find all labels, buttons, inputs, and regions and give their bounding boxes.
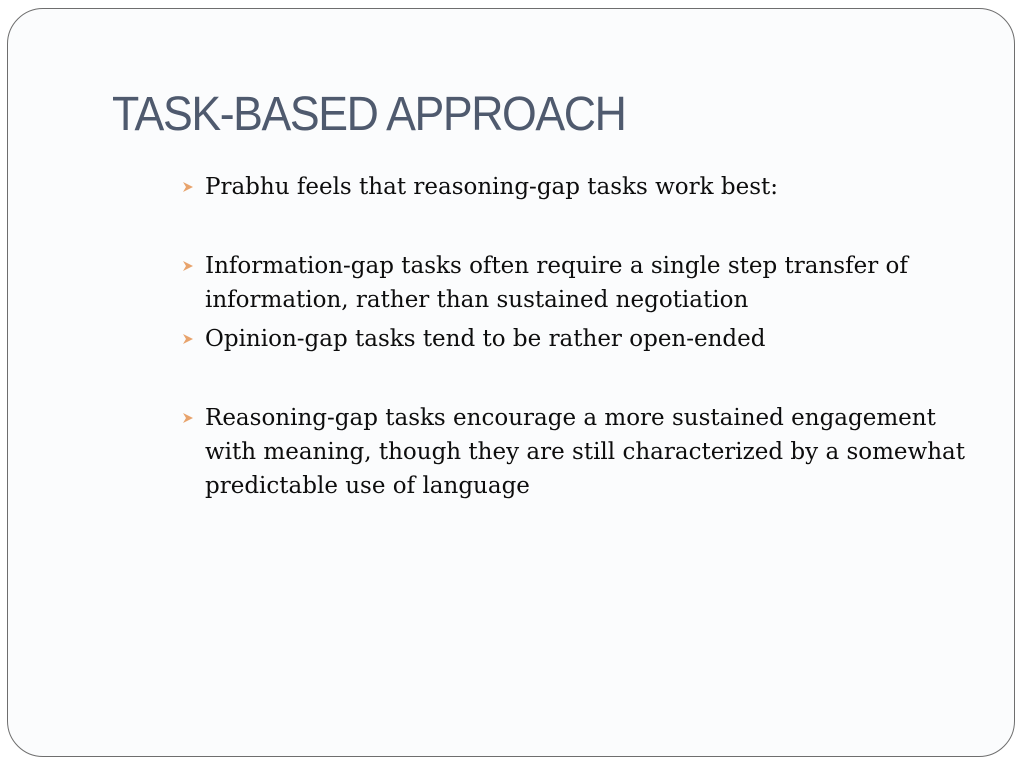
bullet-item (180, 251, 970, 317)
bullet-text: Opinion-gap tasks tend to be rather open-ended (205, 326, 766, 352)
bullet-item (180, 324, 970, 356)
slide-title: TASK-BASED APPROACH (112, 88, 626, 141)
arrow-bullet-icon (180, 324, 205, 354)
arrow-bullet-icon (180, 251, 205, 281)
bullet-text: Information-gap tasks often require a single step transfer of information, rather than sustained negotiation (205, 253, 908, 313)
arrow-bullet-icon (180, 403, 205, 433)
bullet-text: Reasoning-gap tasks encourage a more sustained engagement with meaning, though they are still characterized by a somewhat predictable use of language (205, 405, 965, 499)
bullet-text: Prabhu feels that reasoning-gap tasks work best: (205, 174, 779, 200)
bullet-item (180, 403, 970, 503)
arrow-bullet-icon (180, 172, 205, 202)
bullet-item (180, 172, 970, 204)
